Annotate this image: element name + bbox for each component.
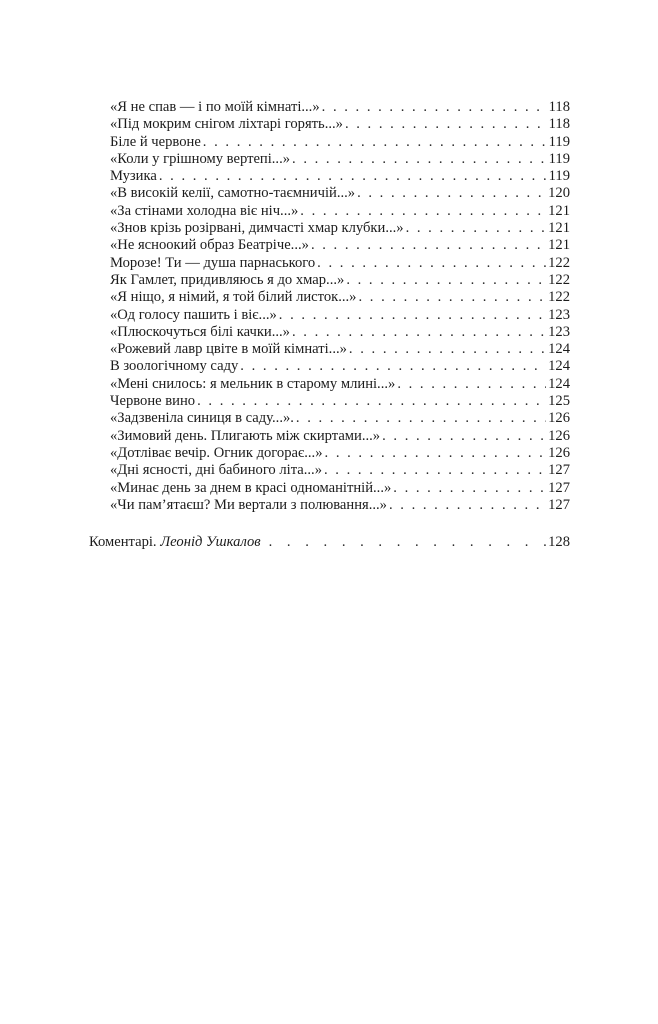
dot-leader xyxy=(345,116,547,133)
toc-entry[interactable] xyxy=(110,445,570,462)
toc-entry[interactable] xyxy=(110,203,570,220)
toc-entry-title: Морозе! Ти — душа парнаського xyxy=(110,254,316,271)
toc-page-number: 118 xyxy=(548,116,570,133)
toc-entry-title: «Знов крізь розірвані, димчасті хмар клубки...» xyxy=(110,220,404,237)
toc-page-number: 123 xyxy=(548,323,570,340)
dot-leader xyxy=(279,307,546,324)
dot-leader xyxy=(159,168,547,185)
toc-entry[interactable] xyxy=(110,428,570,445)
dot-leader xyxy=(324,462,546,479)
toc-page-number: 125 xyxy=(548,393,570,410)
dot-leader xyxy=(346,272,546,289)
toc-page-number: 127 xyxy=(548,496,570,513)
toc-page-number: 126 xyxy=(548,410,570,427)
toc-entry[interactable] xyxy=(110,324,570,341)
toc-entry[interactable] xyxy=(110,272,570,289)
toc-page-number: 119 xyxy=(548,133,570,150)
toc-entry[interactable] xyxy=(110,134,570,151)
toc-page-number: 123 xyxy=(548,306,570,323)
toc-entry-title: «Під мокрим снігом ліхтарі горять...» xyxy=(110,116,343,133)
toc-page-number: 122 xyxy=(548,289,570,306)
toc-entry-title: «Не ясноокий образ Беатріче...» xyxy=(110,237,309,254)
toc-page-number: 128 xyxy=(548,534,570,550)
toc-page-number: 126 xyxy=(548,444,570,461)
toc-page-number: 126 xyxy=(548,427,570,444)
dot-leader xyxy=(203,134,547,151)
toc-entry[interactable] xyxy=(110,480,570,497)
toc-entry[interactable] xyxy=(110,185,570,202)
toc-entry-title: «За стінами холодна віє ніч...» xyxy=(110,202,299,219)
dot-leader xyxy=(389,497,546,514)
toc-page-number: 124 xyxy=(548,341,570,358)
dot-leader xyxy=(292,151,547,168)
toc-page-number: 127 xyxy=(548,479,570,496)
toc-entry[interactable] xyxy=(110,341,570,358)
dot-leader xyxy=(393,480,546,497)
toc-entry-title: «Чи пам’ятаєш? Ми вертали з полювання...» xyxy=(110,496,387,513)
toc-entry-title: «Од голосу пашить і віє...» xyxy=(110,306,277,323)
toc-page-number: 122 xyxy=(548,271,570,288)
dot-leader xyxy=(325,445,547,462)
dot-leader xyxy=(382,428,546,445)
toc-entry-title: В зоологічному саду xyxy=(110,358,239,375)
toc-entry[interactable] xyxy=(110,168,570,185)
toc-page-number: 120 xyxy=(548,185,570,202)
toc-entry[interactable] xyxy=(110,497,570,514)
dot-leader xyxy=(292,324,546,341)
dot-leader xyxy=(358,289,546,306)
toc-entry[interactable] xyxy=(110,410,570,427)
dot-leader xyxy=(322,99,547,116)
commentary-title xyxy=(89,533,261,551)
toc-entry-commentary[interactable] xyxy=(89,533,570,551)
dot-leader xyxy=(317,255,546,272)
toc-page-number: 127 xyxy=(548,462,570,479)
dot-leader xyxy=(357,185,546,202)
toc-entry[interactable] xyxy=(110,237,570,254)
toc-page-number: 124 xyxy=(548,375,570,392)
toc-entry-title: «Минає день за днем в красі одноманітній...» xyxy=(110,479,392,496)
dot-leader xyxy=(406,220,547,237)
toc-page-number: 118 xyxy=(548,99,570,115)
toc-entry-title: «Я не спав — і по моїй кімнаті...» xyxy=(110,99,320,115)
toc-entry[interactable] xyxy=(110,462,570,479)
dot-leader xyxy=(240,358,546,375)
toc-entry[interactable] xyxy=(110,99,570,116)
commentary-label: Коментарі. xyxy=(89,534,157,550)
toc-entry-title: «Задзвеніла синиця в саду...». xyxy=(110,410,294,427)
dot-leader xyxy=(296,410,546,427)
toc-entry-title: Біле й червоне xyxy=(110,133,201,150)
dot-leader xyxy=(269,533,546,551)
toc-entry-title: «Зимовий день. Плигають між скиртами...» xyxy=(110,427,381,444)
toc-entry-title: «Я ніщо, я німий, я той білий листок...» xyxy=(110,289,357,306)
dot-leader xyxy=(349,341,546,358)
toc-page-number: 122 xyxy=(548,254,570,271)
dot-leader xyxy=(300,203,546,220)
toc-entry[interactable] xyxy=(110,255,570,272)
toc-entry[interactable] xyxy=(110,307,570,324)
toc-page-number: 119 xyxy=(548,168,570,185)
toc-page-number: 121 xyxy=(548,237,570,254)
toc-entry-title: Червоне вино xyxy=(110,393,196,410)
toc-entry[interactable] xyxy=(110,220,570,237)
toc-entry-title: Музика xyxy=(110,168,157,185)
toc-entry-title: «Рожевий лавр цвіте в моїй кімнаті...» xyxy=(110,341,347,358)
toc-entry-title: Як Гамлет, придивляюсь я до хмар...» xyxy=(110,271,345,288)
dot-leader xyxy=(397,376,546,393)
toc-entry[interactable] xyxy=(110,151,570,168)
toc-entry[interactable] xyxy=(110,289,570,306)
toc-entry[interactable] xyxy=(110,358,570,375)
toc-entry[interactable] xyxy=(110,376,570,393)
toc-entry[interactable] xyxy=(110,116,570,133)
table-of-contents xyxy=(110,99,570,514)
toc-entry-title: «Плюскочуться білі качки...» xyxy=(110,323,290,340)
toc-entry-title: «Дотліває вечір. Огник догорає...» xyxy=(110,444,323,461)
toc-entry[interactable] xyxy=(110,393,570,410)
dot-leader xyxy=(197,393,546,410)
toc-entry-title: «Мені снилось: я мельник в старому млині...» xyxy=(110,375,396,392)
toc-page-number: 119 xyxy=(548,150,570,167)
toc-entry-title: «Дні ясності, дні бабиного літа...» xyxy=(110,462,322,479)
toc-page-number: 124 xyxy=(548,358,570,375)
toc-entry-title: «Коли у грішному вертепі...» xyxy=(110,150,291,167)
dot-leader xyxy=(311,237,546,254)
commentary-author: Леонід Ушкалов xyxy=(160,534,261,550)
toc-page-number: 121 xyxy=(548,202,570,219)
toc-page-number: 121 xyxy=(548,220,570,237)
toc-entry-title: «В високій келії, самотно-таємничій...» xyxy=(110,185,356,202)
